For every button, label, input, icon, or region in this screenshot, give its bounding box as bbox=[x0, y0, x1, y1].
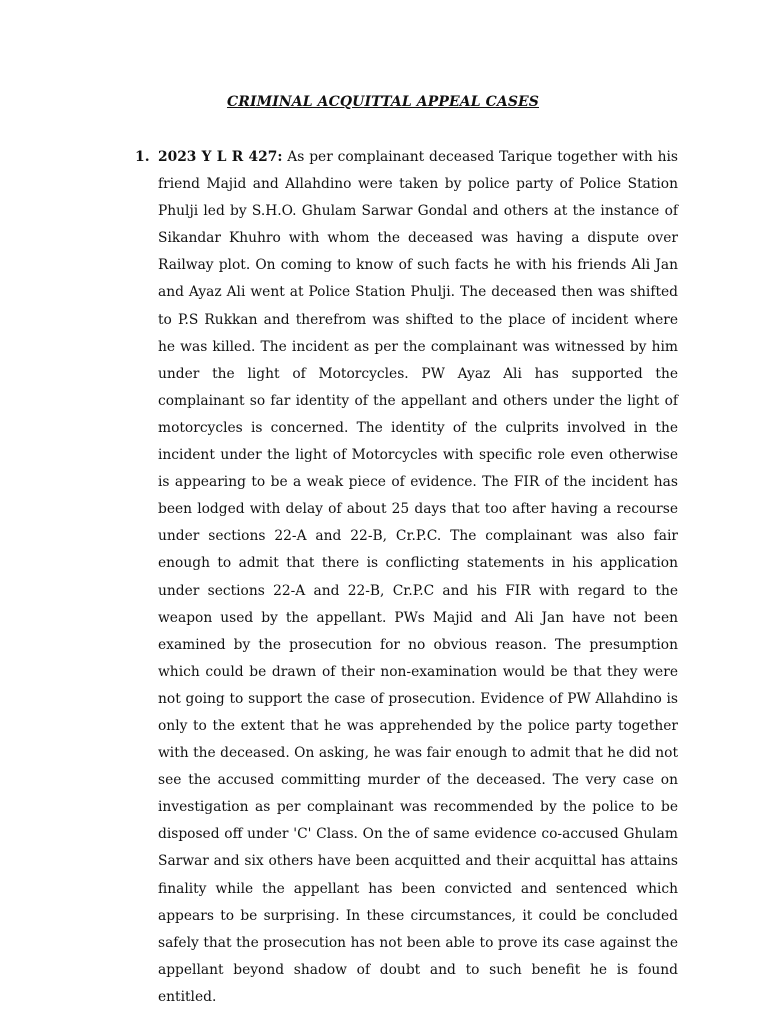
case-item bbox=[135, 144, 678, 1011]
case-list bbox=[135, 144, 678, 1011]
case-paragraph bbox=[158, 144, 678, 1011]
document-title: CRIMINAL ACQUITTAL APPEAL CASES bbox=[226, 94, 540, 110]
case-text: As per complainant deceased Tarique together with his friend Majid and Allahdino were taken by police party of Police Station Phulji led by S.H.O. Ghulam Sarwar Gondal and others at the instance of Sikandar Khuhro with whom the deceased was having a dispute over Railway plot. On coming to know of such facts he with his friends Ali Jan and Ayaz Ali went at Police Station Phulji. The deceased then was shifted to P.S Rukkan and therefrom was shifted to the place of incident where he was killed. The incident as per the complainant was witnessed by him under the light of Motorcycles. PW Ayaz Ali has supported the complainant so far identity of the appellant and others under the light of motorcycles is concerned. The identity of the culprits involved in the incident under the light of Motorcycles with specific role even otherwise is appearing to be a weak piece of evidence. The FIR of the incident has been lodged with delay of about 25 days that too after having a recourse under sections 22-A and 22-B, Cr.P.C. The complainant was also fair enough to admit that there is conflicting statements in his application under sections 22-A and 22-B, Cr.P.C and his FIR with regard to the weapon used by the appellant. PWs Majid and Ali Jan have not been examined by the prosecution for no obvious reason. The presumption which could be drawn of their non-examination would be that they were not going to support the case of prosecution. Evidence of PW Allahdino is only to the extent that he was apprehended by the police party together with the deceased. On asking, he was fair enough to admit that he did not see the accused committing murder of the deceased. The very case on investigation as per complainant was recommended by the police to be disposed off under 'C' Class. On the of same evidence co-accused Ghulam Sarwar and six others have been acquitted and their acquittal has attains finality while the appellant has been convicted and sentenced which appears to be surprising. In these circumstances, it could be concluded safely that the prosecution has not been able to prove its case against the appellant beyond shadow of doubt and to such benefit he is found entitled. bbox=[158, 149, 678, 1005]
case-number: 1. bbox=[135, 149, 150, 165]
case-citation: 2023 Y L R 427: bbox=[158, 149, 283, 165]
